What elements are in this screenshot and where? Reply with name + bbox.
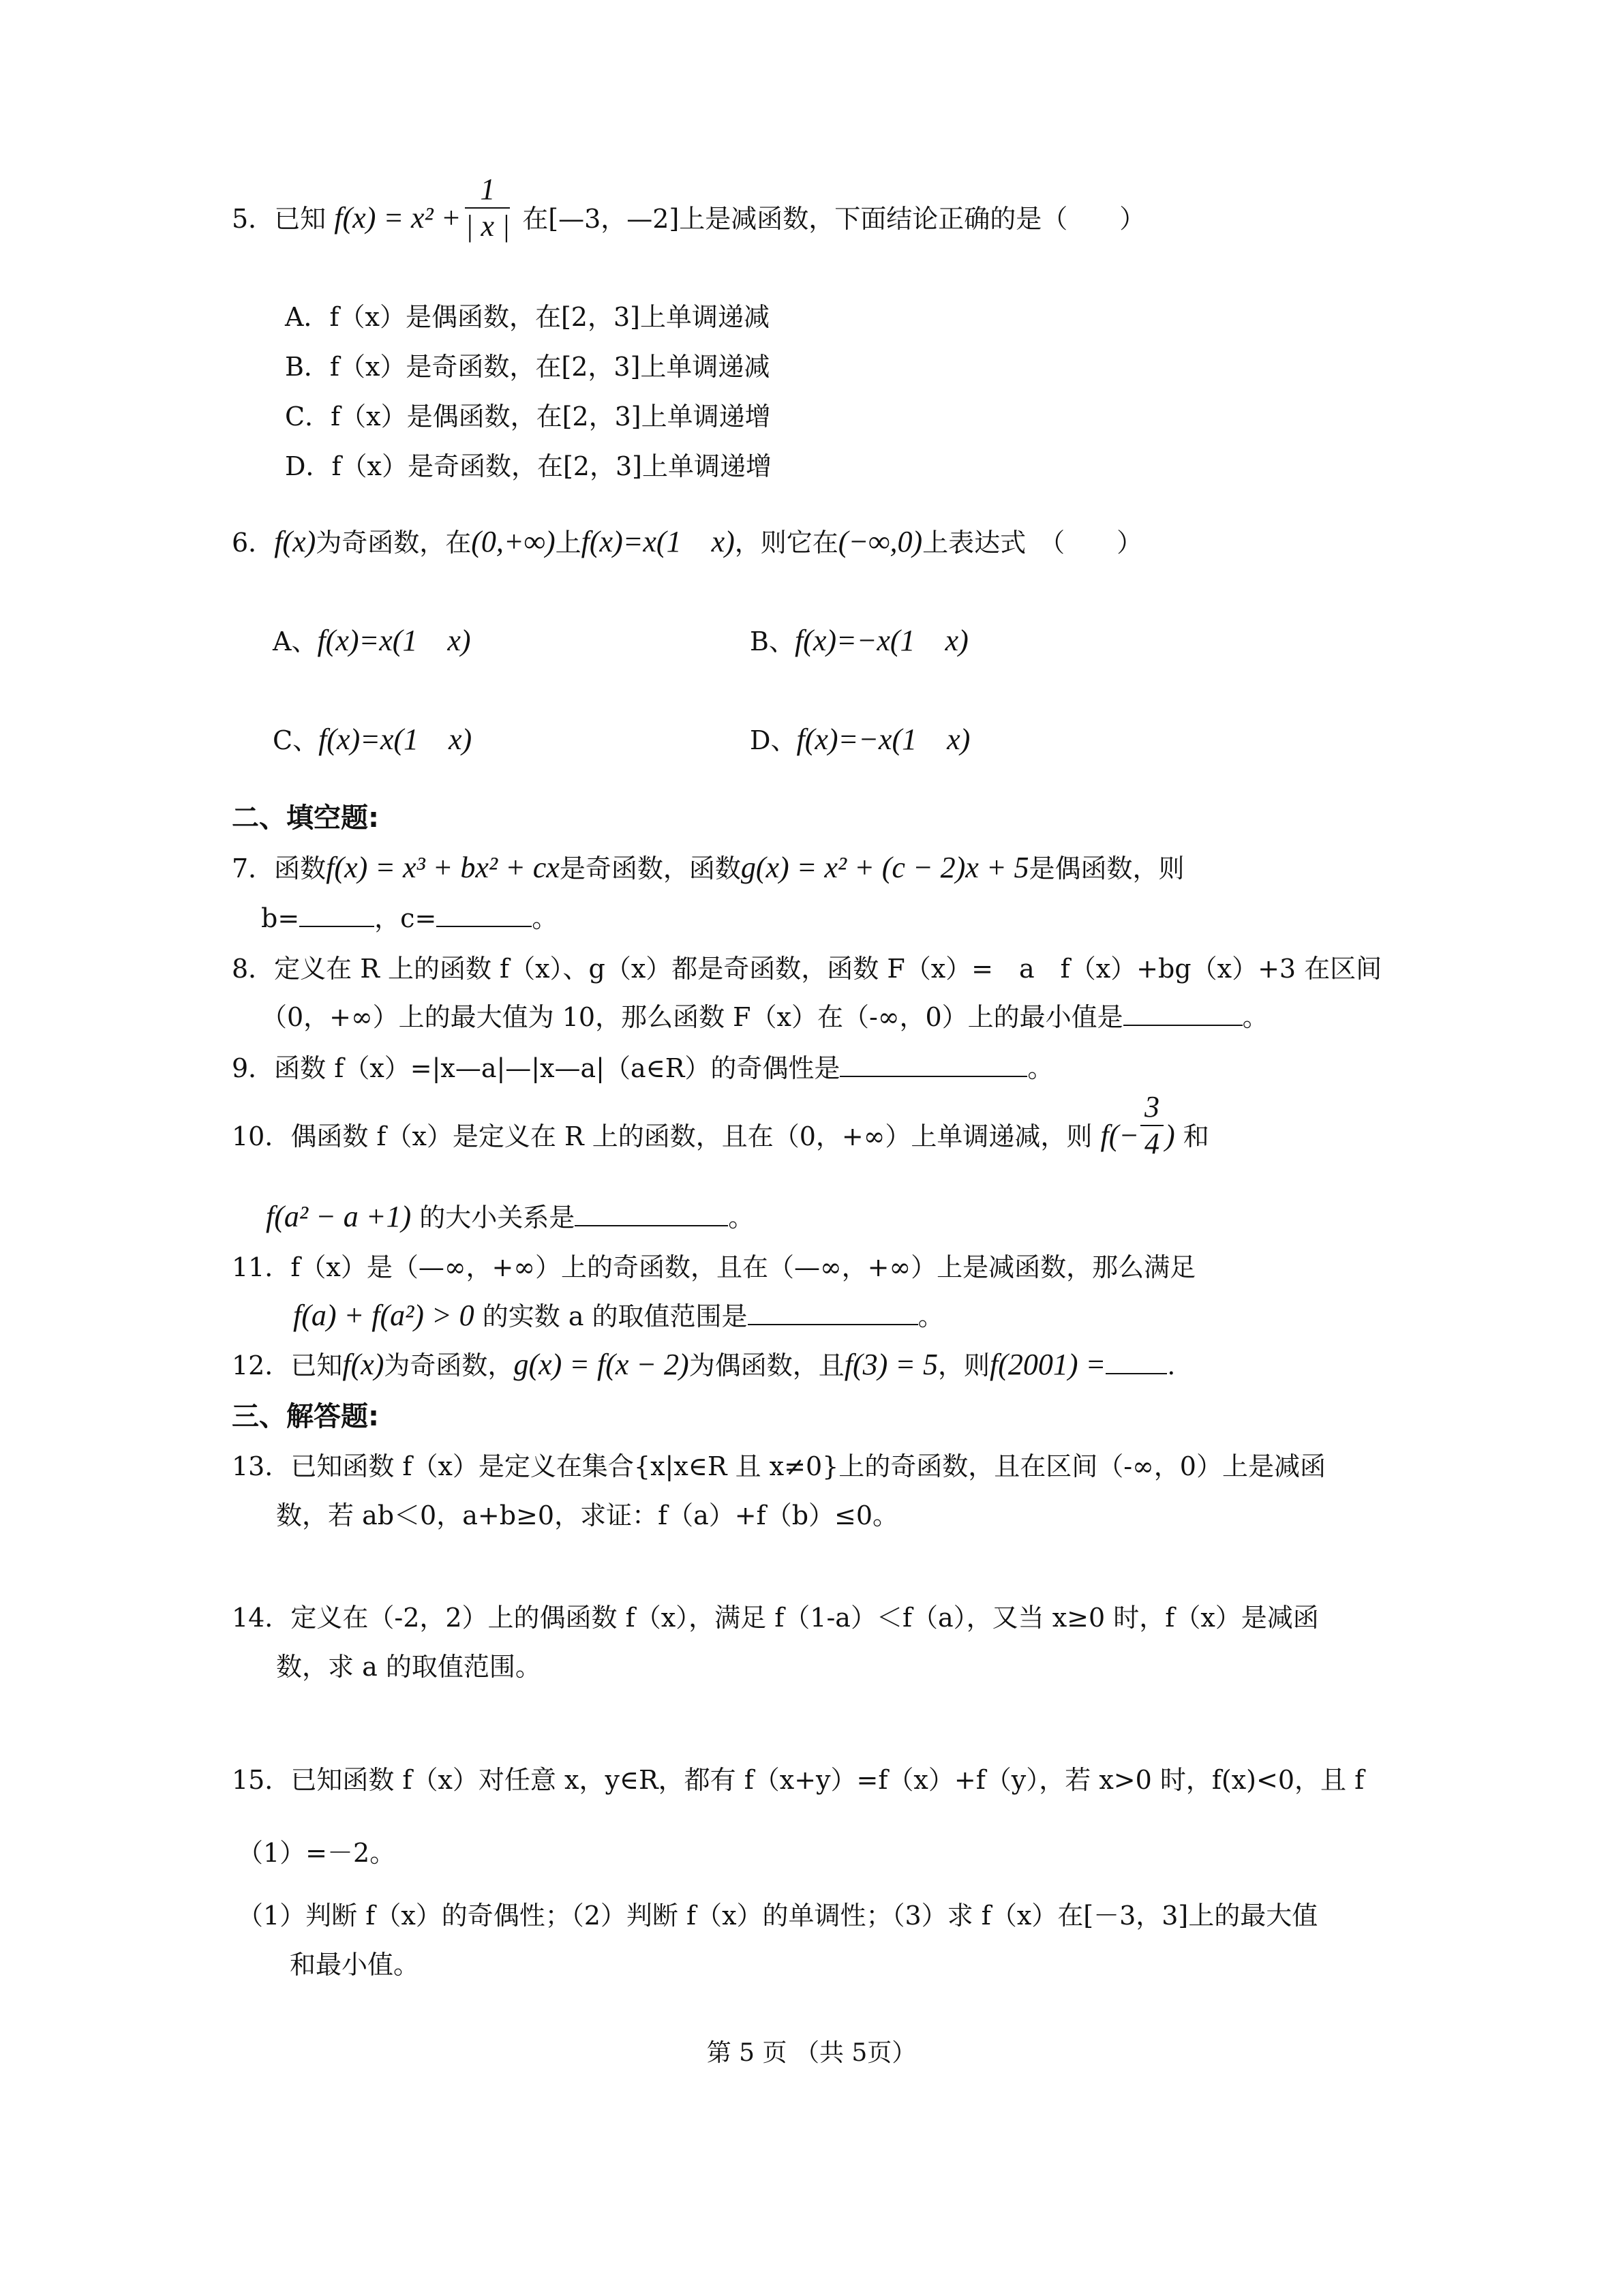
q7-mid: 是奇函数，函数 <box>559 854 741 883</box>
q10-f-pre: f(− <box>1100 1119 1140 1152</box>
q5-option-a: A．f（x）是偶函数，在[2，3]上单调递减 <box>285 302 770 332</box>
q12-end: . <box>1167 1350 1176 1380</box>
q5-expression: f(x) = x² + <box>334 201 461 235</box>
q11-blank[interactable] <box>748 1299 918 1325</box>
q9-line <box>232 1051 1053 1085</box>
q8-blank[interactable] <box>1123 1000 1243 1026</box>
section-fill-in-heading: 二、填空题: <box>232 802 379 834</box>
q6-option-b-label: B、 <box>750 626 795 656</box>
q10-text: 10．偶函数 f（x）是定义在 R 上的函数，且在（0，+∞）上单调递减，则 <box>232 1121 1093 1151</box>
q10-line-1 <box>232 1089 1209 1162</box>
q15-line-1: 15．已知函数 f（x）对任意 x，y∈R，都有 f（x+y）=f（x）+f（y），若 x>0 时，f(x)<0，且 f <box>232 1765 1365 1795</box>
q7-end: 是偶函数，则 <box>1029 854 1185 883</box>
q12-expr-3: f(3) = 5 <box>844 1348 938 1381</box>
q11-line-2 <box>293 1299 944 1333</box>
q12-prefix: 12．已知 <box>232 1350 343 1380</box>
q15-line-2: （1）=－2。 <box>237 1838 396 1868</box>
q8-end: 。 <box>1242 1002 1269 1032</box>
q7-answer-line <box>261 901 558 935</box>
q6-f: f(x) <box>274 525 316 558</box>
q7-c-blank[interactable] <box>436 901 532 927</box>
q6-option-b <box>750 624 969 659</box>
q14-line-1: 14．定义在（-2，2）上的偶函数 f（x），满足 f（1-a）＜f（a），又当 x≥0 时，f（x）是减函 <box>232 1603 1319 1633</box>
q12-text-2: 为偶函数，且 <box>688 1350 845 1380</box>
q10-frac-num: 3 <box>1140 1089 1164 1126</box>
q8-line-1: 8．定义在 R 上的函数 f（x）、g（x）都是奇函数，函数 F（x）= a f（x）+bg（x）+3 在区间 <box>232 954 1382 984</box>
q12-text-1: 为奇函数， <box>384 1350 514 1380</box>
q10-fraction <box>1140 1089 1164 1162</box>
q7-b-blank[interactable] <box>299 901 374 927</box>
q6-option-d-expr: f(x)=−x(1 x) <box>796 723 971 756</box>
q6-text-3: ，则它在 <box>734 528 838 558</box>
q6-stem <box>232 525 1142 560</box>
q11-expr: f(a) + f(a²) > 0 <box>293 1299 474 1332</box>
q7-prefix: 7．函数 <box>232 854 327 883</box>
q12-expr-2: g(x) = f(x − 2) <box>513 1348 689 1381</box>
q12-text-3: ，则 <box>937 1350 990 1380</box>
q6-interval-1: (0,+∞) <box>471 525 556 558</box>
q7-answer-end: 。 <box>532 903 558 933</box>
q6-option-b-expr: f(x)=−x(1 x) <box>794 624 969 657</box>
q8-line-2-text: （0，+∞）上的最大值为 10，那么函数 F（x）在（-∞，0）上的最小值是 <box>261 1002 1123 1032</box>
q6-prefix: 6． <box>232 528 275 558</box>
q11-end: 。 <box>917 1301 944 1331</box>
q11-line-1: 11．f（x）是（—∞，+∞）上的奇函数，且在（—∞，+∞）上是减函数，那么满足 <box>232 1252 1196 1282</box>
q12-expr-4: f(2001) = <box>989 1348 1106 1381</box>
q6-option-c-label: C、 <box>273 725 319 755</box>
q5-frac-den: | x | <box>465 209 511 243</box>
q15-line-4: 和最小值。 <box>290 1950 420 1980</box>
q9-blank[interactable] <box>840 1051 1027 1077</box>
q8-line-2 <box>261 1000 1269 1034</box>
q10-expr: f(a² − a +1) <box>266 1200 412 1233</box>
q6-interval-2: (−∞,0) <box>838 525 923 558</box>
q13-line-2: 数，若 ab＜0，a+b≥0，求证：f（a）+f（b）≤0。 <box>276 1500 899 1530</box>
q12-blank[interactable] <box>1106 1348 1167 1374</box>
q9-text: 9．函数 f（x）=|x—a|—|x—a|（a∈R）的奇偶性是 <box>232 1053 840 1083</box>
q6-option-d <box>750 723 970 757</box>
q12-expr-1: f(x) <box>342 1348 384 1381</box>
q5-option-c: C．f（x）是偶函数，在[2，3]上单调递增 <box>285 402 771 432</box>
q11-line-2-text: 的实数 a 的取值范围是 <box>482 1301 748 1331</box>
q7-b-label: b= <box>261 903 300 933</box>
q10-end: 。 <box>728 1203 755 1233</box>
q10-line-2-text: 的大小关系是 <box>419 1203 575 1233</box>
q10-frac-den: 4 <box>1144 1126 1160 1160</box>
q5-option-b: B．f（x）是奇函数，在[2，3]上单调递减 <box>285 352 770 382</box>
q6-option-a-expr: f(x)=x(1 x) <box>317 624 471 657</box>
q5-suffix: 在[—3，—2]上是减函数，下面结论正确的是（ ） <box>522 204 1146 234</box>
q7-expr-1: f(x) = x³ + bx² + cx <box>326 851 560 884</box>
q5-option-d: D．f（x）是奇函数，在[2，3]上单调递增 <box>285 451 772 481</box>
q10-f-post: ) <box>1165 1119 1175 1152</box>
q5-prefix: 5．已知 <box>232 204 327 234</box>
q6-text-4: 上表达式 （ ） <box>922 528 1143 558</box>
q6-option-d-label: D、 <box>750 725 797 755</box>
q12-line <box>232 1348 1175 1383</box>
q6-text-1: 为奇函数，在 <box>316 528 472 558</box>
q5-fraction <box>465 172 510 244</box>
q7-stem <box>232 851 1185 886</box>
q5-frac-num: 1 <box>465 172 510 209</box>
q9-end: 。 <box>1027 1053 1054 1083</box>
q6-text-2: 上 <box>555 528 581 558</box>
q10-blank[interactable] <box>575 1200 728 1226</box>
q14-line-2: 数，求 a 的取值范围。 <box>276 1652 541 1682</box>
q6-option-c-expr: f(x)=x(1 x) <box>318 723 472 756</box>
page-footer: 第 5 页 （共 5页） <box>706 2039 917 2067</box>
q10-and: 和 <box>1183 1121 1209 1151</box>
q7-expr-2: g(x) = x² + (c − 2)x + 5 <box>740 851 1029 884</box>
q7-c-label: ，c= <box>374 903 437 933</box>
q5-stem <box>232 172 1146 244</box>
q10-line-2 <box>266 1200 754 1235</box>
q6-option-a <box>273 624 471 659</box>
q15-line-3: （1）判断 f（x）的奇偶性；（2）判断 f（x）的单调性；（3）求 f（x）在[－3，3]上的最大值 <box>237 1901 1318 1931</box>
q13-line-1: 13．已知函数 f（x）是定义在集合{x|x∈R 且 x≠0}上的奇函数，且在区间（-∞，0）上是减函 <box>232 1451 1326 1481</box>
section-solve-heading: 三、解答题: <box>232 1401 379 1432</box>
q6-expression: f(x)=x(1 x) <box>581 525 735 558</box>
q6-option-a-label: A、 <box>273 626 318 656</box>
q6-option-c <box>273 723 472 757</box>
